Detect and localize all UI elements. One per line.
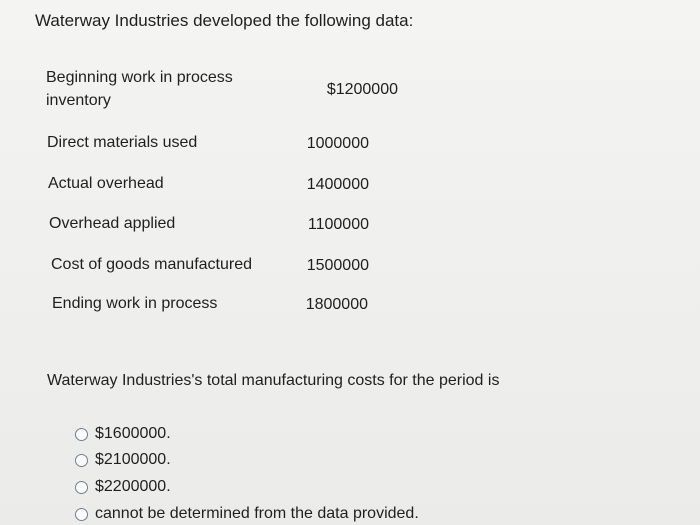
option-label: $2200000. — [95, 478, 171, 495]
option-cannot-be-determined[interactable] — [75, 503, 419, 525]
option-label: $2100000. — [95, 451, 171, 468]
row-label: Beginning work in process inventory — [46, 69, 233, 109]
radio-circle-icon[interactable] — [75, 481, 88, 494]
row-label: Cost of goods manufactured — [51, 256, 253, 273]
row-label: Direct materials used — [47, 134, 198, 151]
row-value: 1400000 — [306, 176, 369, 193]
row-value: 1000000 — [306, 135, 369, 152]
row-value: 1800000 — [305, 296, 368, 313]
row-value: $1200000 — [326, 81, 398, 98]
row-label: Overhead applied — [49, 215, 176, 232]
option-1600000[interactable] — [75, 423, 171, 445]
option-2200000[interactable] — [75, 476, 171, 498]
option-label: cannot be determined from the data provided. — [95, 505, 419, 522]
option-2100000[interactable] — [75, 449, 171, 471]
row-label: Actual overhead — [48, 175, 164, 192]
radio-circle-icon[interactable] — [75, 508, 88, 521]
radio-circle-icon[interactable] — [75, 428, 88, 441]
question-text: Waterway Industries's total manufacturing costs for the period is — [47, 372, 500, 389]
row-label: Ending work in process — [52, 295, 218, 312]
row-value: 1500000 — [306, 257, 369, 274]
option-label: $1600000. — [95, 425, 171, 442]
radio-circle-icon[interactable] — [75, 454, 88, 467]
intro-text: Waterway Industries developed the following data: — [35, 11, 414, 30]
row-value: 1100000 — [307, 216, 369, 233]
